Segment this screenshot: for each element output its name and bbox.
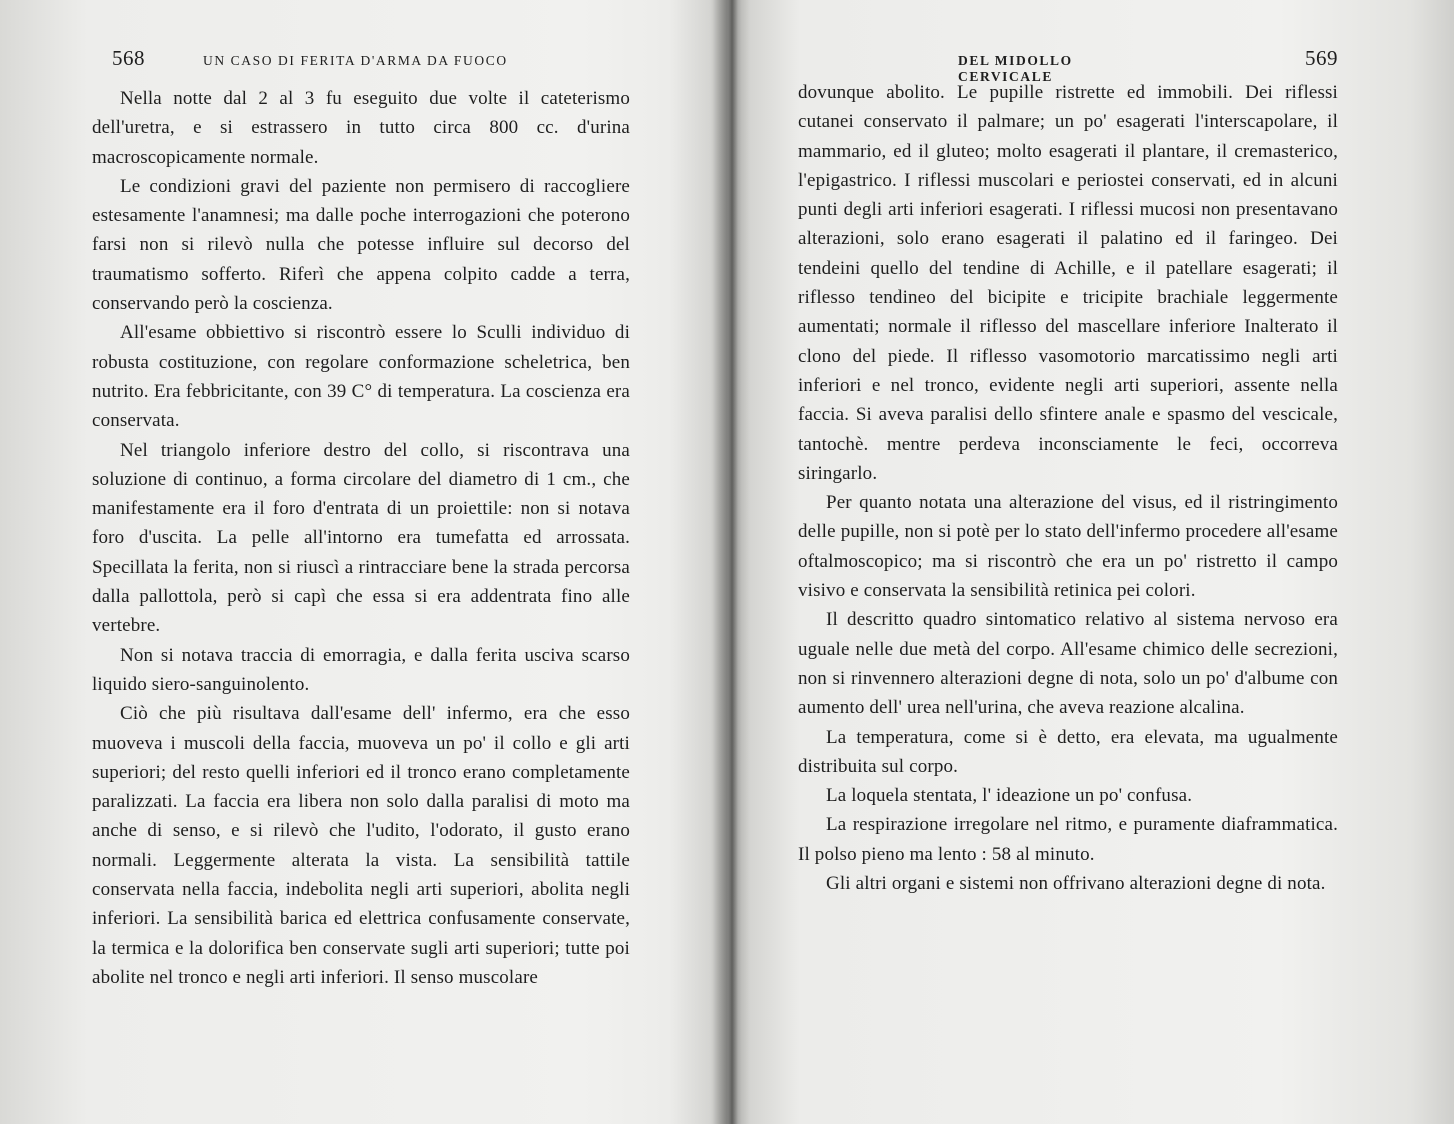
continued-paragraph: dovunque abolito. Le pupille ristrette ed immobili. Dei riflessi cutanei conservato il palmare; un po' esagerati l'interscapolare, il mammario, ed il gluteo; molto esagerati il plantare, il cremasterico, l'epigastrico. I riflessi muscolari e periostei conservati, ed in alcuni punti degli arti inferiori esagerati. I riflessi mucosi non presentavano alterazioni, solo erano esagerati il palatino ed il faringeo. Dei tendeini quello del tendine di Achille, e il patellare esagerati; il riflesso tendineo del bicipite e tricipite brachiale leggermente aumentati; normale il riflesso del mascellare inferiore Inalterato il clono del piede. Il riflesso vasomotorio marcatissimo negli arti inferiori e nel tronco, evidente negli arti superiori, assente nella faccia. Si aveva paralisi dello sfintere anale e spasmo del vescicale, tantochè. mentre perdeva inconsciamente le feci, occorreva siringarlo. — [798, 82, 1338, 484]
left-text-block — [92, 84, 630, 992]
paragraph: La respirazione irregolare nel ritmo, e puramente diaframmatica. Il polso pieno ma lento : 58 al minuto. — [798, 814, 1338, 865]
paragraph: La temperatura, come si è detto, era elevata, ma ugualmente distribuita sul corpo. — [798, 726, 1338, 777]
right-text-block — [798, 78, 1338, 898]
paragraph: Ciò che più risultava dall'esame dell' infermo, era che esso muoveva i muscoli della faccia, muoveva un po' il collo e gli arti superiori; del resto quelli inferiori ed il tronco erano completamente paralizzati. La faccia era libera non solo dalla paralisi di moto ma anche di senso, e si rilevò che l'udito, l'odorato, il gusto erano normali. Leggermente alterata la vista. La sensibilità tattile conservata nella faccia, indebolita negli arti superiori, abolita negli inferiori. La sensibilità barica ed elettrica confusamente conservate, la termica e la dolorifica ben conservate sugli arti superiori; tutte poi abolite nel tronco e negli arti inferiori. Il senso muscolare — [92, 703, 630, 988]
paragraph: Non si notava traccia di emorragia, e dalla ferita usciva scarso liquido siero-sanguinolento. — [92, 644, 630, 695]
paragraph: Il descritto quadro sintomatico relativo al sistema nervoso era uguale nelle due metà del corpo. All'esame chimico delle secrezioni, non si rinvennero alterazioni degne di nota, solo un po' d'albume con aumento dell' urea nell'urina, che aveva reazione alcalina. — [798, 609, 1338, 719]
paragraph: Per quanto notata una alterazione del visus, ed il ristringimento delle pupille, non si potè per lo stato dell'infermo procedere all'esame oftalmoscopico; ma si riscontrò che era un po' ristretto il campo visivo e conservata la sensibilità retinica pei colori. — [798, 492, 1338, 602]
right-running-head — [958, 46, 1338, 84]
paragraph: La loquela stentata, l' ideazione un po' confusa. — [826, 785, 1193, 807]
right-running-title: DEL MIDOLLO CERVICALE — [958, 53, 1073, 84]
right-page-number: 569 — [1305, 46, 1338, 70]
paragraph: Gli altri organi e sistemi non offrivano alterazioni degne di nota. — [826, 873, 1326, 895]
right-page — [738, 0, 1454, 1124]
paragraph: All'esame obbiettivo si riscontrò essere lo Sculli individuo di robusta costituzione, con regolare conformazione scheletrica, ben nutrito. Era febbricitante, con 39 C° di temperatura. La coscienza era conservata. — [92, 322, 630, 432]
paragraph: Nella notte dal 2 al 3 fu eseguito due volte il cateterismo dell'uretra, e si estrassero in tutto circa 800 cc. d'urina macroscopicamente normale. — [92, 88, 630, 168]
left-page — [0, 0, 720, 1124]
paragraph: Le condizioni gravi del paziente non permisero di raccogliere estesamente l'anamnesi; ma dalle poche interrogazioni che poterono farsi non si rilevò nulla che potesse influire sul decorso del traumatismo sofferto. Riferì che appena colpito cadde a terra, conservando però la coscienza. — [92, 175, 630, 315]
left-page-number: 568 — [112, 46, 145, 70]
left-running-title: UN CASO DI FERITA D'ARMA DA FUOCO — [203, 53, 508, 68]
left-running-head — [112, 46, 632, 76]
paragraph: Nel triangolo inferiore destro del collo, si riscontrava una soluzione di continuo, a forma circolare del diametro di 1 cm., che manifestamente era il foro d'entrata di un proiettile: non si notava foro d'uscita. La pelle all'intorno era tumefatta ed arrossata. Specillata la ferita, non si riuscì a rintracciare bene la strada percorsa dalla pallottola, però si capì che essa si era addentrata fino alle vertebre. — [92, 439, 630, 637]
